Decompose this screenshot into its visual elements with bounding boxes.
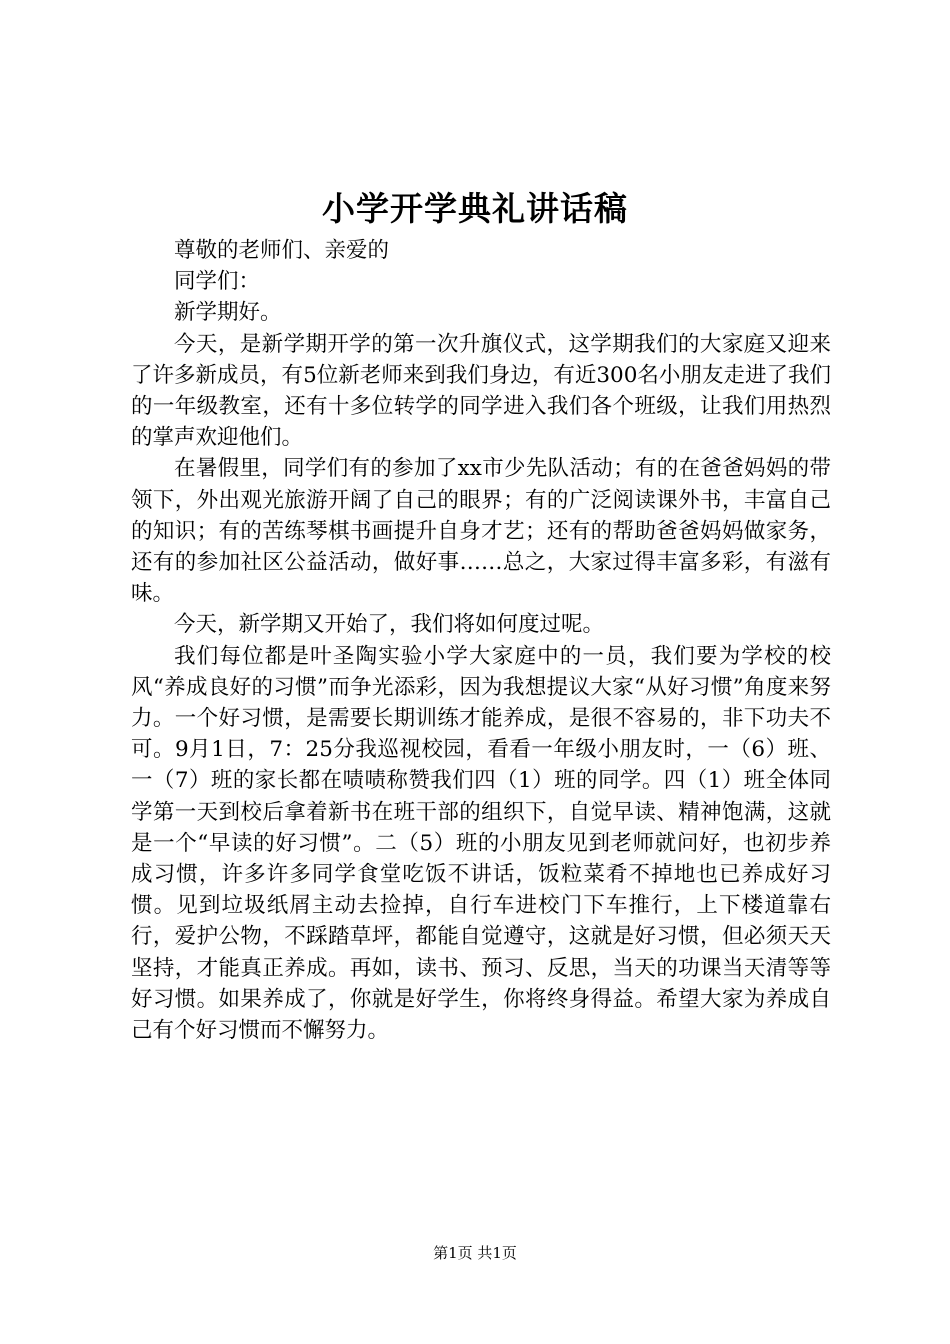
page-number-footer: 第1页 共1页 — [433, 1244, 517, 1262]
paragraph-salutation-2: 同学们： — [174, 269, 261, 295]
document-body — [131, 235, 831, 1046]
paragraph-good-habits: 我们每位都是叶圣陶实验小学大家庭中的一员，我们要为学校的校风“养成良好的习惯”而争光添彩，因为我想提议大家“从好习惯”角度来努力。一个好习惯，是需要长期训练才能养成，是很不容易的，非下功夫不可。9月1日，7：25分我巡视校园，看看一年级小朋友时，一（6）班、一（7）班的家长都在啧啧称赞我们四（1）班的同学。四（1）班全体同学第一天到校后拿着新书在班干部的组织下，自觉早读、精神饱满，这就是一个“早读的好习惯”。二（5）班的小朋友见到老师就问好，也初步养成习惯，许多许多同学食堂吃饭不讲话，饭粒菜肴不掉地也已养成好习惯。见到垃圾纸屑主动去捡掉，自行车进校门下车推行，上下楼道靠右行，爱护公物，不踩踏草坪，都能自觉遵守，这就是好习惯，但必须天天坚持，才能真正养成。再如，读书、预习、反思，当天的功课当天清等等好习惯。如果养成了，你就是好学生，你将终身得益。希望大家为养成自己有个好习惯而不懈努力。 — [131, 643, 831, 1044]
paragraph-greeting: 新学期好。 — [174, 300, 282, 326]
paragraph-summer: 在暑假里，同学们有的参加了xx市少先队活动；有的在爸爸妈妈的带领下，外出观光旅游开阔了自己的眼界；有的广泛阅读课外书，丰富自己的知识；有的苦练琴棋书画提升自身才艺；还有的帮助爸爸妈妈做家务，还有的参加社区公益活动，做好事……总之，大家过得丰富多彩，有滋有味。 — [131, 456, 831, 607]
paragraph-new-members: 今天，是新学期开学的第一次升旗仪式，这学期我们的大家庭又迎来了许多新成员，有5位新老师来到我们身边，有近300名小朋友走进了我们的一年级教室，还有十多位转学的同学进入我们各个班级，让我们用热烈的掌声欢迎他们。 — [131, 331, 831, 451]
paragraph-question: 今天，新学期又开始了，我们将如何度过呢。 — [174, 612, 605, 638]
paragraph-salutation-1: 尊敬的老师们、亲爱的 — [174, 238, 390, 263]
document-title: 小学开学典礼讲话稿 — [322, 189, 628, 228]
